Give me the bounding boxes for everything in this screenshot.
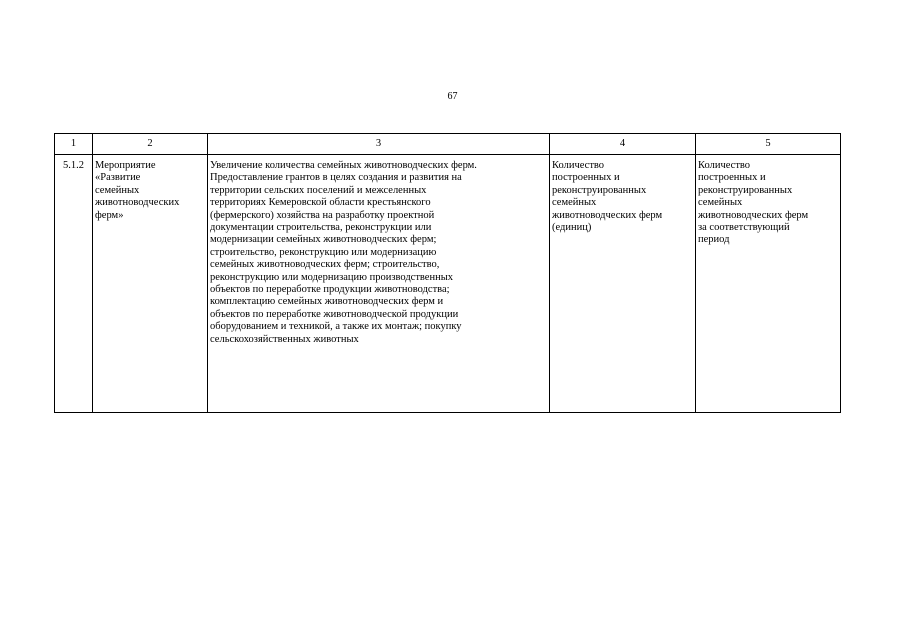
row-method-cell bbox=[696, 155, 841, 413]
header-col-2: 2 bbox=[93, 134, 208, 155]
row-name: Мероприятие «Развитие семейных животноводческих ферм» bbox=[95, 160, 180, 221]
row-code: 5.1.2 bbox=[63, 160, 84, 171]
row-description: Увеличение количества семейных животноводческих ферм. Предоставление грантов в целях создания и развития на территории сельских поселений и межселенных территориях Кемеровской области крестьянского (фермерского) хозяйства на разработку проектной документации строительства, реконструкции или модернизации семейных животноводческих ферм; строительство, реконструкцию или модернизацию семейных животноводческих ферм; строительство, реконструкцию или модернизацию производственных объектов по переработке продукции животноводства; комплектацию семейных животноводческих ферм и объектов по переработке животноводческой продукции оборудованием и техникой, а также их монтаж; покупку сельскохозяйственных животных bbox=[210, 160, 477, 345]
header-col-5: 5 bbox=[696, 134, 841, 155]
row-description-cell bbox=[208, 155, 550, 413]
table-row bbox=[55, 155, 841, 413]
header-col-4: 4 bbox=[550, 134, 696, 155]
header-col-1: 1 bbox=[55, 134, 93, 155]
row-name-cell bbox=[93, 155, 208, 413]
header-col-3: 3 bbox=[208, 134, 550, 155]
row-indicator-cell bbox=[550, 155, 696, 413]
row-indicator: Количество построенных и реконструированных семейных животноводческих ферм (единиц) bbox=[552, 160, 663, 234]
page-number: 67 bbox=[447, 91, 458, 102]
row-code-cell bbox=[55, 155, 93, 413]
header-row bbox=[55, 134, 841, 155]
measures-table bbox=[54, 133, 841, 413]
row-method: Количество построенных и реконструированных семейных животноводческих ферм за соответствующий период bbox=[698, 160, 809, 246]
